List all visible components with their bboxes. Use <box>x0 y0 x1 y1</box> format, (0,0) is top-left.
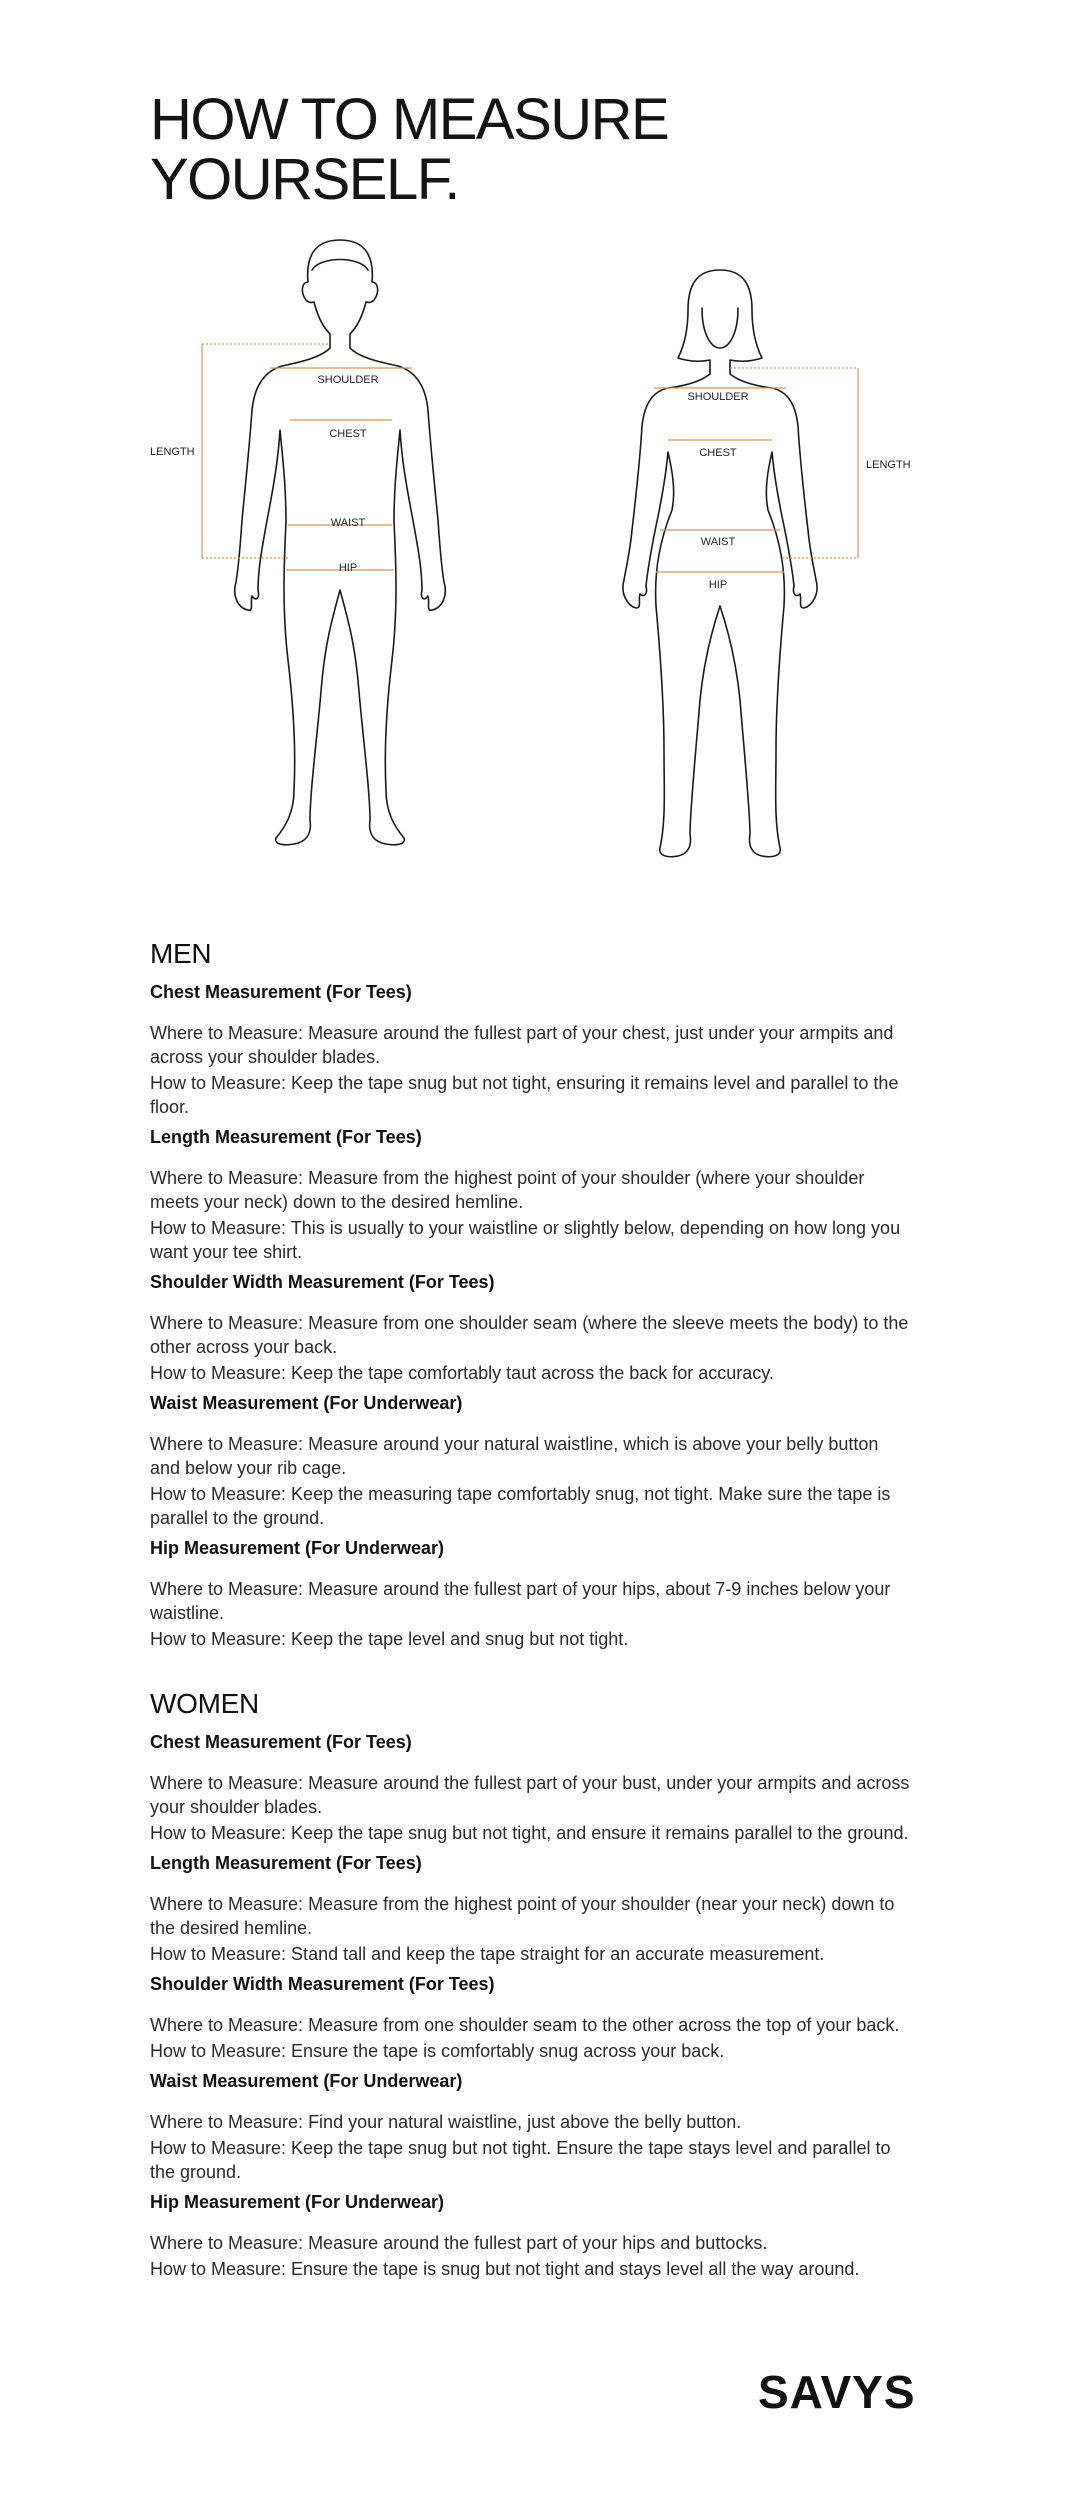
page-title-line-2: YOURSELF. <box>150 147 459 212</box>
men-item-waist <box>150 1393 910 1530</box>
item-title: Waist Measurement (For Underwear) <box>150 2071 463 2091</box>
item-where: Where to Measure: Find your natural waistline, just above the belly button. <box>150 2112 742 2132</box>
item-where: Where to Measure: Measure from the highest point of your shoulder (near your neck) down to the desired hemline. <box>150 1894 895 1938</box>
men-shoulder-label: SHOULDER <box>317 374 379 386</box>
women-body-outline <box>623 270 817 857</box>
women-item-shoulder <box>150 1974 910 2063</box>
item-title: Length Measurement (For Tees) <box>150 1853 422 1873</box>
men-waist-label: WAIST <box>330 517 366 529</box>
women-item-length <box>150 1853 910 1966</box>
item-how: How to Measure: Stand tall and keep the tape straight for an accurate measurement. <box>150 1944 825 1964</box>
item-title: Hip Measurement (For Underwear) <box>150 1538 445 1558</box>
measurement-figures <box>0 230 1080 910</box>
men-section <box>150 938 910 1659</box>
item-title: Waist Measurement (For Underwear) <box>150 1393 463 1413</box>
item-where: Where to Measure: Measure around the fullest part of your hips and buttocks. <box>150 2233 768 2253</box>
item-where: Where to Measure: Measure around the fullest part of your hips, about 7-9 inches below your waistline. <box>150 1579 891 1623</box>
women-chest-label: CHEST <box>699 447 737 459</box>
men-heading: MEN <box>150 938 212 969</box>
page-title-line-1: HOW TO MEASURE <box>150 87 669 152</box>
item-how: How to Measure: Ensure the tape is comfortably snug across your back. <box>150 2041 725 2061</box>
item-how: How to Measure: Keep the tape comfortably taut across the back for accuracy. <box>150 1363 774 1383</box>
women-guides <box>654 368 858 572</box>
men-figure <box>235 240 446 845</box>
item-how: How to Measure: Keep the tape snug but not tight, and ensure it remains parallel to the ground. <box>150 1823 909 1843</box>
brand-logo: SAVYS <box>758 2366 916 2418</box>
women-length-label: LENGTH <box>866 459 911 471</box>
item-title: Shoulder Width Measurement (For Tees) <box>150 1974 495 1994</box>
men-item-chest <box>150 982 910 1119</box>
men-hip-label: HIP <box>338 562 358 574</box>
item-title: Chest Measurement (For Tees) <box>150 1732 412 1752</box>
women-item-chest <box>150 1732 910 1845</box>
item-where: Where to Measure: Measure around the fullest part of your chest, just under your armpits and across your shoulder blades. <box>150 1023 894 1067</box>
item-how: How to Measure: Keep the tape snug but not tight. Ensure the tape stays level and parallel to the ground. <box>150 2138 891 2182</box>
men-body-outline <box>235 240 446 845</box>
men-item-length <box>150 1127 910 1264</box>
women-waist-label: WAIST <box>700 536 736 548</box>
item-where: Where to Measure: Measure from the highest point of your shoulder (where your shoulder meets your neck) down to the desired hemline. <box>150 1168 865 1212</box>
women-face-line <box>702 308 738 348</box>
women-figure <box>623 270 817 857</box>
item-how: How to Measure: This is usually to your waistline or slightly below, depending on how long you want your tee shirt. <box>150 1218 901 1262</box>
men-item-shoulder <box>150 1272 910 1385</box>
item-title: Length Measurement (For Tees) <box>150 1127 422 1147</box>
item-where: Where to Measure: Measure around your natural waistline, which is above your belly button and below your rib cage. <box>150 1434 879 1478</box>
item-title: Hip Measurement (For Underwear) <box>150 2192 445 2212</box>
men-length-label: LENGTH <box>150 446 195 458</box>
item-title: Chest Measurement (For Tees) <box>150 982 412 1002</box>
item-where: Where to Measure: Measure around the fullest part of your bust, under your armpits and across your shoulder blades. <box>150 1773 910 1817</box>
men-guides <box>202 344 412 570</box>
item-where: Where to Measure: Measure from one shoulder seam to the other across the top of your back. <box>150 2015 900 2035</box>
men-chest-label: CHEST <box>329 428 367 440</box>
women-shoulder-label: SHOULDER <box>687 391 749 403</box>
item-where: Where to Measure: Measure from one shoulder seam (where the sleeve meets the body) to the other across your back. <box>150 1313 909 1357</box>
women-heading: WOMEN <box>150 1688 259 1719</box>
item-title: Shoulder Width Measurement (For Tees) <box>150 1272 495 1292</box>
item-how: How to Measure: Ensure the tape is snug but not tight and stays level all the way around. <box>150 2259 860 2279</box>
item-how: How to Measure: Keep the tape snug but not tight, ensuring it remains level and parallel to the floor. <box>150 1073 899 1117</box>
women-item-hip <box>150 2192 910 2281</box>
item-how: How to Measure: Keep the measuring tape comfortably snug, not tight. Make sure the tape is parallel to the ground. <box>150 1484 891 1528</box>
item-how: How to Measure: Keep the tape level and snug but not tight. <box>150 1629 629 1649</box>
men-item-hip <box>150 1538 910 1651</box>
page-title <box>150 87 669 212</box>
women-section <box>150 1688 910 2289</box>
men-hair-line <box>312 260 368 271</box>
women-hip-label: HIP <box>708 579 728 591</box>
women-item-waist <box>150 2071 910 2184</box>
